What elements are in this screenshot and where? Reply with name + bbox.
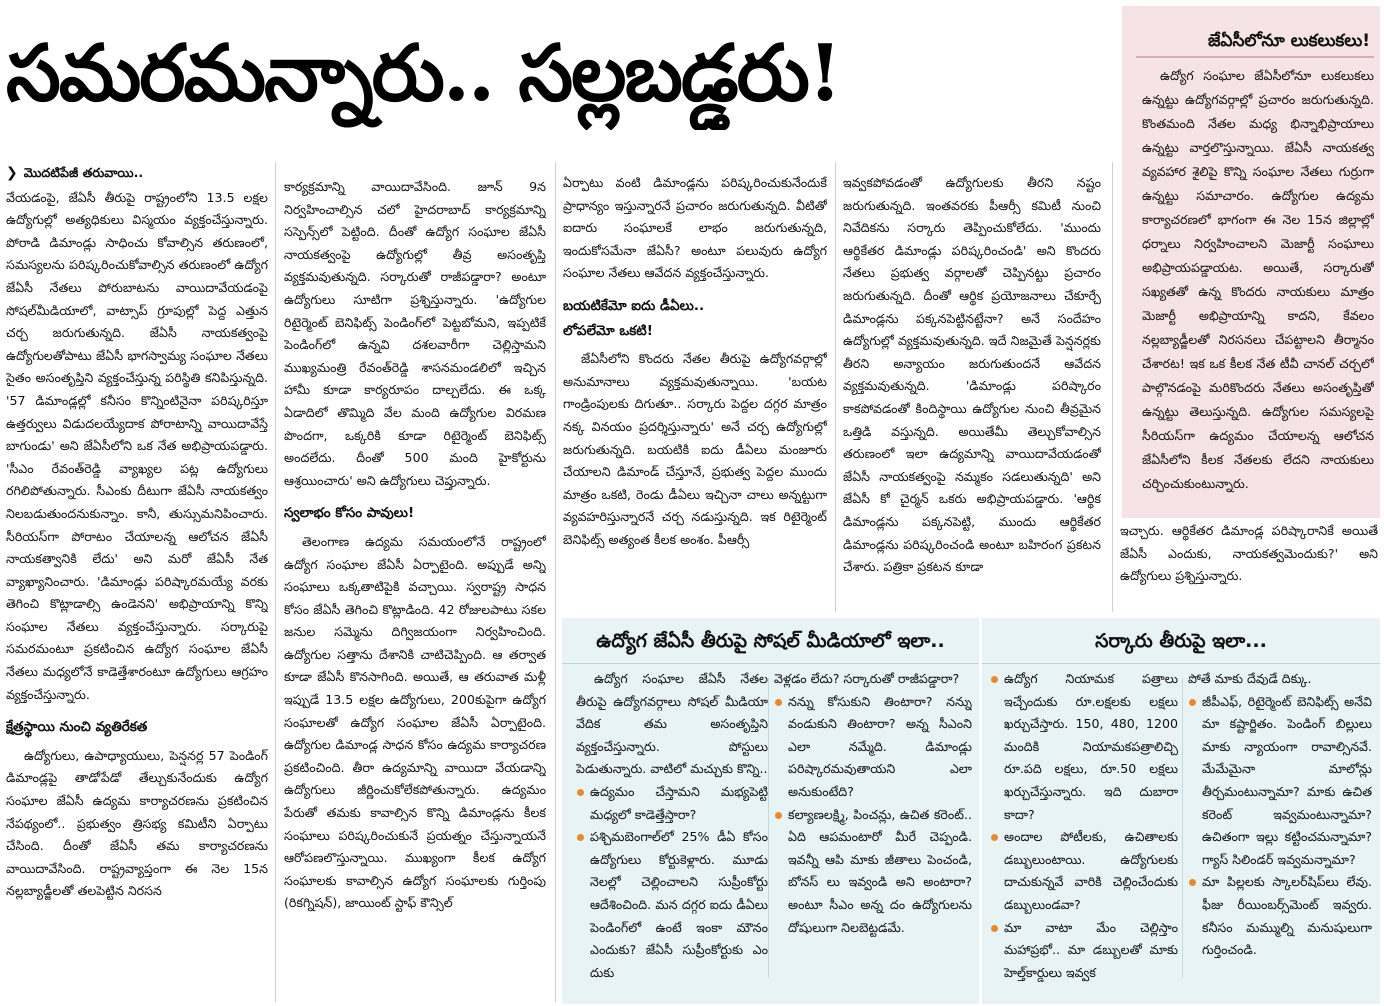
column-divider: [768, 678, 769, 978]
article-paragraph: ఉద్యోగులు, ఉపాధ్యాయులు, పెన్షనర్ల 57 పెండింగ్ డిమాండ్లపై తాడోపేడో తేల్చుకునేందుకు ఉద్యోగ సంఘాల జేఏసీ ఉద్యమ కార్యాచరణను ప్రకటించిన నేపథ్యంలో.. ప్రభుత్వం త్రిసభ్య కమిటీని ఏర్పాటు చేసింది. దీంతో జేఏసీ తమ కార్యాచరణను వాయిదావేసింది. రాష్ట్రవ్యాప్తంగా ఈ నెల 15న నల్లబ్యాడ్జీలతో తలపెట్టిన నిరసన: [6, 747, 268, 899]
article-paragraph: జేఏసీలోని కొందరు నేతల తీరుపై ఉద్యోగవర్గాల్లో అనుమానాలు వ్యక్తమవుతున్నాయి. 'బయట గాండ్రింపులకు దిగుతూ.. సర్కారు పెద్దల దగ్గర మాత్రం నక్క వినయం ప్రదర్శిస్తున్నారు' అనే చర్చ ఉద్యోగుల్లో జరుగుతున్నది. బయటికి ఐదు డీఏలు మంజూరు చేయాలని డిమాండ్ చేస్తూనే, ప్రభుత్వ పెద్దల ముందు మాత్రం ఒకటి, రెండు డీఏలు ఇచ్చినా చాలు అన్నట్టుగా వ్యవహరిస్తున్నారనే చర్చ నడుస్తున్నది. ఇక రిటైర్మెంట్ బెనిఫిట్స్ అత్యంత కీలక అంశం. పీఆర్సీ: [563, 351, 827, 547]
box-title: ఉద్యోగ జేఏసీ తీరుపై సోషల్ మీడియాలో ఇలా..: [562, 618, 979, 664]
sidebar-box: [1122, 6, 1380, 518]
bullet-item: జీపీఎఫ్, రిటైర్మెంట్ బెనిఫిట్స్ అనేవి మా కష్టార్జితం. పెండింగ్ బిల్లులు మాకు న్యాయంగా రావాల్సినవే. మేమేమైనా మాలోన్లు తీర్చమంటున్నామా? మాకు ఉచిత కరెంట్ ఇవ్వమంటున్నామా? ఉచితంగా ఇల్లు కట్టించమన్నామా? గ్యాస్ సిలిండర్ ఇవ్వమన్నామా?: [1188, 691, 1372, 872]
box-title: సర్కారు తీరుపై ఇలా...: [982, 618, 1380, 664]
article-column-2: [284, 176, 546, 1004]
bullet-list: [774, 691, 972, 940]
article-paragraph: వేయడంపై, జేఏసీ తీరుపై రాష్ట్రంలోని 13.5 లక్షల ఉద్యోగుల్లో అత్యధికులు విస్మయం వ్యక్తంచేస్తున్నారు. పోరాడి డిమాండ్లు సాధించు కోవాల్సిన తరుణంలో, సమస్యలను పరిష్కరించుకోవాల్సిన తరుణంలో ఉద్యోగ జేఏసీ నేతలు పోరుబాటను వాయిదావేయడంపై సోషల్‌మీడియాలో, వాట్సాప్ గ్రూపుల్లో పెద్ద ఎత్తున చర్చ జరుగుతున్నది. జేఏసీ నాయకత్వంపై ఉద్యోగులతోపాటు జేఏసీ భాగస్వామ్య సంఘాల నేతలు సైతం అసంతృప్తిని వ్యక్తంచేస్తున్న పరిస్థితి కనిపిస్తున్నది. '57 డిమాండ్లల్లో కనీసం కొన్నింటినైనా పరిష్కరిస్తూ ఉత్తర్వులు విడుదలయ్యేదాక పోరాటాన్ని వాయిదావేస్తే బాగుండు' అని జేఏసీలోని ఒక నేత అభిప్రాయపడ్డారు. 'సీఎం రేవంత్‌రెడ్డి వ్యాఖ్యల పట్ల ఉద్యోగులు రగిలిపోతున్నారు. సీఎంకు దీటుగా జేఏసీ నాయకత్వం నిలబడుతుందనుకున్నాం. కానీ, తుస్సుమనిపించారు. సీరియస్‌గా పోరాటం చేయాలన్న ఆలోచన జేఏసీ నాయకత్వానికి లేదు' అని మరో జేఏసీ నేత వ్యాఖ్యానించారు. 'డిమాండ్లు పరిష్కారమయ్యే వరకు తెగించి కొట్లాడాల్సి ఉండెనని' అభిప్రాయాన్ని కొన్ని సంఘాల నేతలు వ్యక్తంచేస్తున్నారు. సర్కారుపై సమరమంటూ ప్రకటించిన ఉద్యోగ సంఘాల జేఏసీ నేతలు మధ్యలోనే కాడెత్తేశారంటూ ఉద్యోగులు ఆగ్రహం వ్యక్తంచేస్తున్నారు.: [6, 189, 268, 702]
bullet-list: [1188, 691, 1372, 962]
subheading: స్వలాభం కోసం పావులు!: [284, 505, 415, 522]
bullet-item: అందాల పోటీలకు, ఉచితాలకు డబ్బులుంటాయి. ఉద్యోగులకు దాచుకున్నవే వారికి చెల్లించేందుకు డబ్బులుండవా?: [990, 826, 1178, 916]
box-column-right: [774, 668, 972, 1000]
box-lead: వెళ్లడం లేదు? సర్కారుతో రాజీపడ్డారా?: [774, 671, 960, 686]
continued-label: మొదటిపేజీ తరువాయి..: [23, 165, 144, 180]
bullet-item: ఉద్యమం చేస్తామని మభ్యపెట్టి మధ్యలో కాడెత్తేస్తారా?: [576, 781, 768, 826]
column-divider: [555, 162, 556, 1002]
bullet-item: పశ్చిమబెంగాల్‌లో 25% డీఏ కోసం ఉద్యోగులు కోర్టుకెళ్లారు. మూడు నెలల్లో చెల్లించాలని సుప్రీంకోర్టు ఆదేశించింది. మన దగ్గర ఐదు డీఏలు పెండింగ్‌లో ఉంటే ఇంకా మౌనం ఎందుకు? జేఏసీ సుప్రీంకోర్టుకు ఎం దుకు: [576, 826, 768, 984]
bullet-item: మా వాటా మేం చెల్లిస్తాం మహాప్రభో.. మా డబ్బులతో మాకు హెల్త్‌కార్డులు ఇవ్వక: [990, 917, 1178, 985]
social-media-box: [562, 618, 979, 1004]
box-intro: ఉద్యోగ సంఘాల జేఏసీ నేతల తీరుపై ఉద్యోగవర్గాలు సోషల్ మీడియా వేదిక తమ అసంతృప్తిని వ్యక్తంచేస్తున్నారు. పోస్టులు పెడుతున్నారు. వాటిలో మచ్చుకు కొన్ని..: [576, 671, 768, 777]
article-column-5: [1120, 520, 1378, 610]
subheading: క్షేత్రస్థాయి నుంచి వ్యతిరేకత: [6, 719, 148, 736]
box-lead: పోతే మాకు దేవుడే దిక్కు.: [1188, 671, 1312, 686]
article-paragraph: ఇచ్చారు. ఆర్థికేతర డిమాండ్ల పరిష్కారానికే అయితే జేఏసీ ఎందుకు, నాయకత్వమెందుకు?' అని ఉద్యోగులు ప్రశ్నిస్తున్నారు.: [1120, 523, 1378, 584]
continued-from-front-page: [6, 162, 268, 185]
article-paragraph: ఉద్యోగ సంఘాల జేఏసీలోనూ లుకలుకలు ఉన్నట్టు ఉద్యోగవర్గాల్లో ప్రచారం జరుగుతున్నది. కొంతమంది నేతల మధ్య భిన్నాభిప్రాయాలు ఉన్నట్టు వార్తలొస్తున్నాయి. జేఏసీ నాయకత్వ వ్యవహార శైలిపై కొన్ని సంఘాల నేతలు గుర్రుగా ఉన్నట్టు సమాచారం. ఉద్యోగుల ఉద్యమ కార్యాచరణలో భాగంగా ఈ నెల 15న జిల్లాల్లో ధర్నాలు నిర్వహించాలని మెజార్టీ సంఘాలు అభిప్రాయపడ్డాయట. అయితే, సర్కారుతో సఖ్యతతో ఉన్న కొందరు నాయకులు మాత్రం మెజార్టీ అభిప్రాయాన్ని కాదని, కేవలం నల్లబ్యాడ్జీలతో నిరసనలు చేపట్టాలని తీర్మానం చేశారట! ఇక ఒక కీలక నేత టీవీ చానల్ చర్చలో పాల్గొనడంపై మరికొందరు నేతలు అసంతృప్తితో ఉన్నట్టు తెలుస్తున్నది. ఉద్యోగుల సమస్యలపై సీరియస్‌గా ఉద్యమం చేయాలన్న ఆలోచన జేఏసీలోని కీలక నేతలకు లేదని నాయకులు చర్చించుకుంటున్నారు.: [1142, 68, 1374, 491]
bullet-item: నన్ను కోసుకుని తింటారా? నన్ను వండుకుని తింటారా? అన్న సీఎంని ఎలా నమ్మేది. డిమాండ్లు పరిష్కారమవుతాయని ఎలా అనుకుంటేది?: [774, 691, 972, 804]
article-paragraph: కార్యక్రమాన్ని వాయిదావేసింది. జూన్ 9న నిర్వహించాల్సిన చలో హైదరాబాద్ కార్యక్రమాన్ని సస్పెన్స్‌లో పెట్టింది. దీంతో ఉద్యోగ సంఘాల జేఏసీ నాయకత్వంపై ఉద్యోగుల్లో తీవ్ర అసంతృప్తి వ్యక్తమవుతున్నది. సర్కారుతో రాజీపడ్డారా? అంటూ ఉద్యోగులు సూటిగా ప్రశ్నిస్తున్నారు. 'ఉద్యోగుల రిటైర్మెంట్ బెనిఫిట్స్ పెండింగ్‌లో పెట్టబోమని, ఇప్పటికే పెండింగ్‌లో ఉన్నవి దశలవారీగా చెల్లిస్తామని ముఖ్యమంత్రి రేవంత్‌రెడ్డి శాసనమండలిలో ఇచ్చిన హామీ కూడా కార్యరూపం దాల్చలేదు. ఈ ఒక్క ఏడాదిలో తొమ్మిది వేల మంది ఉద్యోగుల విరమణ పొందగా, ఒక్కరికి కూడా రిటైర్మెంట్ బెనిఫిట్స్ అందలేదు. దీంతో 500 మంది హైకోర్టును ఆశ్రయించారు' అని ఉద్యోగులు చెప్తున్నారు.: [284, 179, 546, 488]
column-divider: [835, 162, 836, 612]
bullet-item: మా పిల్లలకు స్కాలర్‌షిప్‌లు లేవు. ఫీజు రీయింబర్స్‌మెంట్ ఇవ్వరు. కనీసం మమ్ముల్ని మనుషులుగా గుర్తించండి.: [1188, 871, 1372, 961]
column-divider: [1182, 678, 1183, 978]
sidebar-box-body: [1142, 64, 1374, 514]
subheading: లోపలేమో ఒకటి!: [563, 322, 653, 339]
bullet-list: [576, 781, 768, 984]
headline: సమరమన్నారు.. సల్లబడ్డరు!: [6, 28, 841, 119]
government-box: [982, 618, 1380, 1004]
chevron-right-icon: ❯: [6, 165, 18, 181]
bullet-item: కల్యాణలక్ష్మి, పించన్లు, ఉచిత కరెంట్.. ఏది ఆపమంటారో మీరే చెప్పండి. ఇవన్నీ ఆపి మాకు జీతాలు పెంచండి, బోనస్ లు ఇవ్వండి అని అంటారా? అంటూ సీఎం అన్న దం ఉద్యోగులను దోషులుగా నిలబెట్టడమే.: [774, 804, 972, 940]
subheading: బయటికేమో ఐదు డీఏలు..: [563, 297, 705, 314]
bullet-item: ఉద్యోగ నియామక పత్రాలు ఇచ్చేందుకు రూ.లక్షలకు లక్షలు ఖర్చుచేస్తారు. 150, 480, 1200 మందికి నియామకపత్రాలిచ్చి రూ.పది లక్షలు, రూ.50 లక్షలు ఖర్చుచేస్తున్నారు. ఇది దుబారా కాదా?: [990, 668, 1178, 826]
bullet-list: [990, 668, 1178, 984]
article-paragraph: తెలంగాణ ఉద్యమ సమయంలోనే రాష్ట్రంలో ఉద్యోగ సంఘాల జేఏసీ ఏర్పాటైంది. అప్పుడే అన్ని సంఘాలు ఒక్కతాటిపైకి వచ్చాయి. స్వరాష్ట్ర సాధన కోసం జేఏసీ తెగించి కొట్లాడింది. 42 రోజులపాటు సకల జనుల సమ్మెను దిగ్విజయంగా నిర్వహించింది. ఉద్యోగుల సత్తాను దేశానికి చాటిచెప్పింది. ఆ తర్వాత కూడా జేఏసీ కొనసాగింది. అయితే, ఆ తరువాత మళ్లీ ఇప్పుడే 13.5 లక్షల ఉద్యోగులు, 200కుపైగా ఉద్యోగ సంఘాలతో ఉద్యోగ సంఘాల జేఏసీ ఏర్పాటైంది. ఉద్యోగుల డిమాండ్ల సాధన కోసం ఉద్యమ కార్యాచరణ ప్రకటించింది. తీరా ఉద్యమాన్ని వాయిదా వేయడాన్ని ఉద్యోగులు జీర్ణించుకోలేకపోతున్నారు. ఉద్యమం పేరుతో తమకు కావాల్సిన కొన్ని డిమాండ్లను కీలక సంఘాలు పరిష్కరించుకునే ప్రయత్నం చేస్తున్నాయనే ఆరోపణలొస్తున్నాయి. ముఖ్యంగా కీలక ఉద్యోగ సంఘాలకు కావాల్సిన ఉద్యోగ సంఘాలకు గుర్తింపు (రికగ్నిషన్), జాయింట్ స్టాఫ్ కౌన్సిల్: [284, 533, 546, 911]
article-column-3: [563, 172, 827, 612]
article-column-4: [843, 172, 1101, 612]
article-paragraph: ఇవ్వకపోవడంతో ఉద్యోగులకు తీరని నష్టం జరుగుతున్నది. ఇంతవరకు పీఆర్సీ కమిటీ నుంచి నివేదికను సర్కారు తెప్పించుకోలేదు. 'ముందు ఆర్థికేతర డిమాండ్లు పరిష్కరించండి' అని కొందరు నేతలు ప్రభుత్వ వర్గాలతో చెప్పినట్టు ప్రచారం జరుగుతున్నది. దీంతో ఆర్థిక ప్రయోజనాలు చేకూర్చే డిమాండ్లను పక్కనపెట్టినట్టేనా? అనే సందేహం ఉద్యోగుల్లో వ్యక్తమవుతున్నది. ఇదే నిజమైతే పెన్షనర్లకు తీరని అన్యాయం జరుగుతుందనే ఆవేదన వ్యక్తమవుతున్నది. 'డిమాండ్లు పరిష్కారం కాకపోవడంతో కిందిస్థాయి ఉద్యోగుల నుంచి తీవ్రమైన ఒత్తిడి వస్తున్నది. అయితేమీ తెల్చుకోవాల్సిన తరుణంలో ఇలా ఉద్యమాన్ని వాయిదావేయడంతో జేఏసీ నాయకత్వంపై నమ్మకం సడలుతున్నది' అని జేఏసీ కో చైర్మన్ ఒకరు అభిప్రాయపడ్డారు. 'ఆర్థిక డిమాండ్లను పక్కనపెట్టి, ముందు ఆర్థికేతర డిమాండ్లను పరిష్కరించండి అంటూ బహిరంగ ప్రకటన చేశారు. పత్రికా ప్రకటన కూడా: [843, 175, 1101, 575]
box-column-right: [1188, 668, 1372, 1000]
column-divider: [275, 162, 276, 1002]
sidebar-box-title: జేఏసీలోనూ లుకలుకలు!: [1136, 24, 1374, 58]
column-divider: [1112, 162, 1113, 612]
article-column-1: [6, 162, 268, 1004]
box-column-left: [576, 668, 768, 1000]
article-paragraph: ఏర్పాటు వంటి డిమాండ్లను పరిష్కరించుకునేందుకే ప్రాధాన్యం ఇస్తున్నారనే ప్రచారం జరుగుతున్నది. వీటితో ఐదారు సంఘాలకే లాభం జరుగుతున్నది, ఇందుకోసమేనా జేఏసీ? అంటూ పలువురు ఉద్యోగ సంఘాల నేతలు ఆవేదన వ్యక్తంచేస్తున్నారు.: [563, 175, 827, 281]
box-column-left: [990, 668, 1178, 1000]
